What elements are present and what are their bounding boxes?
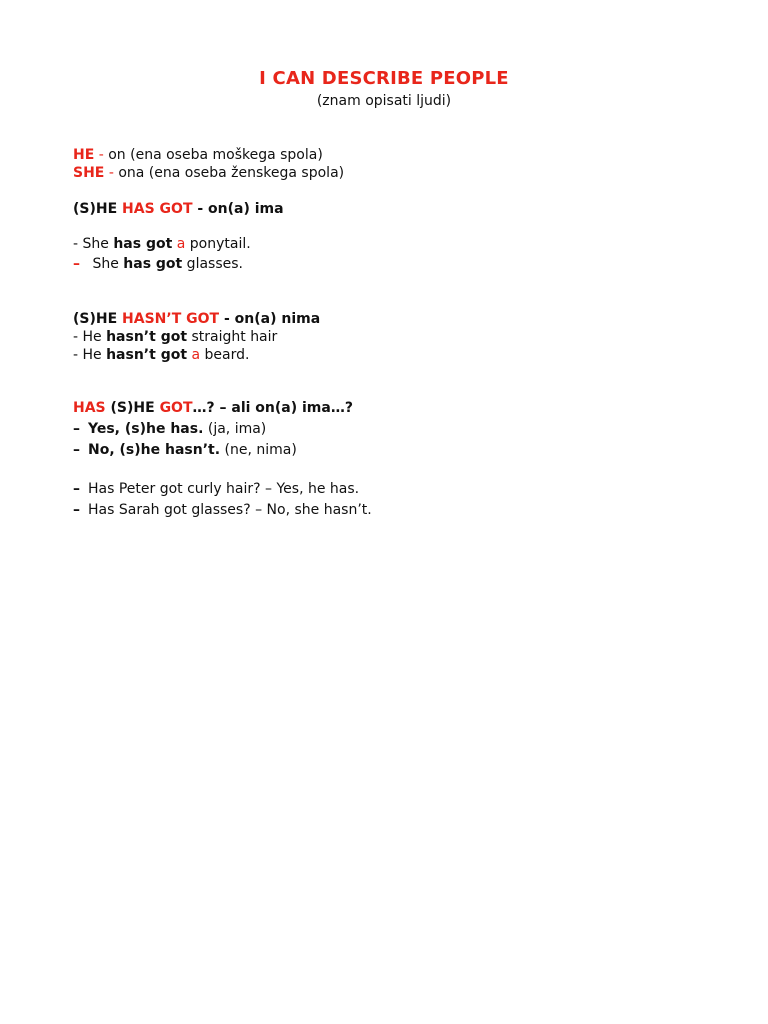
page-title: I CAN DESCRIBE PEOPLE [259, 68, 509, 89]
he-meaning: on (ena oseba moškega spola) [108, 147, 323, 163]
example-verb: hasn’t got [106, 329, 188, 345]
bullet-dash: – [73, 256, 80, 272]
bullet-dash: – [73, 442, 80, 458]
example-rest: beard. [200, 347, 250, 363]
example-article: a [187, 347, 201, 363]
example-prefix: - He [73, 329, 107, 345]
question-subject: (S)HE [105, 400, 160, 416]
question-heading [73, 399, 353, 417]
bullet-dash: – [73, 481, 80, 497]
example-text: Has Sarah got glasses? – No, she hasn’t. [88, 502, 372, 518]
hasnt-got-heading [73, 310, 320, 328]
answer-translation: (ne, nima) [220, 442, 297, 458]
she-definition [73, 164, 344, 182]
example-text: Has Peter got curly hair? – Yes, he has. [88, 481, 360, 497]
example-article: a [172, 236, 186, 252]
question-example-2 [73, 501, 372, 519]
he-definition [73, 146, 323, 164]
hasnt-got-example-2 [73, 346, 249, 364]
has-got-heading-red: HAS GOT [122, 201, 193, 217]
she-separator: - [104, 165, 119, 181]
she-meaning: ona (ena oseba ženskega spola) [118, 165, 345, 181]
answer-no [73, 441, 297, 459]
question-got: GOT [159, 400, 193, 416]
bullet-dash: – [73, 502, 80, 518]
example-verb: has got [123, 256, 183, 272]
answer-bold: No, (s)he hasn’t. [88, 442, 221, 458]
question-has: HAS [73, 400, 106, 416]
bullet-dash: – [73, 421, 80, 437]
question-example-1 [73, 480, 359, 498]
example-rest: straight hair [187, 329, 278, 345]
hasnt-got-heading-red: HASN’T GOT [122, 311, 220, 327]
answer-bold: Yes, (s)he has. [88, 421, 204, 437]
has-got-heading-end: - on(a) ima [192, 201, 284, 217]
answer-yes [73, 420, 266, 438]
has-got-heading [73, 200, 284, 218]
hasnt-got-example-1 [73, 328, 277, 346]
has-got-heading-start: (S)HE [73, 201, 123, 217]
she-word: SHE [73, 165, 105, 181]
answer-translation: (ja, ima) [203, 421, 267, 437]
example-prefix: - She [73, 236, 114, 252]
has-got-example-2 [73, 255, 243, 273]
he-separator: - [94, 147, 109, 163]
example-verb: has got [113, 236, 173, 252]
he-word: HE [73, 147, 95, 163]
example-prefix: - He [73, 347, 107, 363]
hasnt-got-heading-start: (S)HE [73, 311, 123, 327]
question-end: …? – ali on(a) ima…? [192, 400, 353, 416]
has-got-example-1 [73, 235, 251, 253]
example-prefix: She [88, 256, 124, 272]
example-verb: hasn’t got [106, 347, 188, 363]
page-subtitle: (znam opisati ljudi) [316, 93, 452, 109]
hasnt-got-heading-end: - on(a) nima [219, 311, 321, 327]
example-rest: glasses. [182, 256, 243, 272]
example-rest: ponytail. [185, 236, 251, 252]
